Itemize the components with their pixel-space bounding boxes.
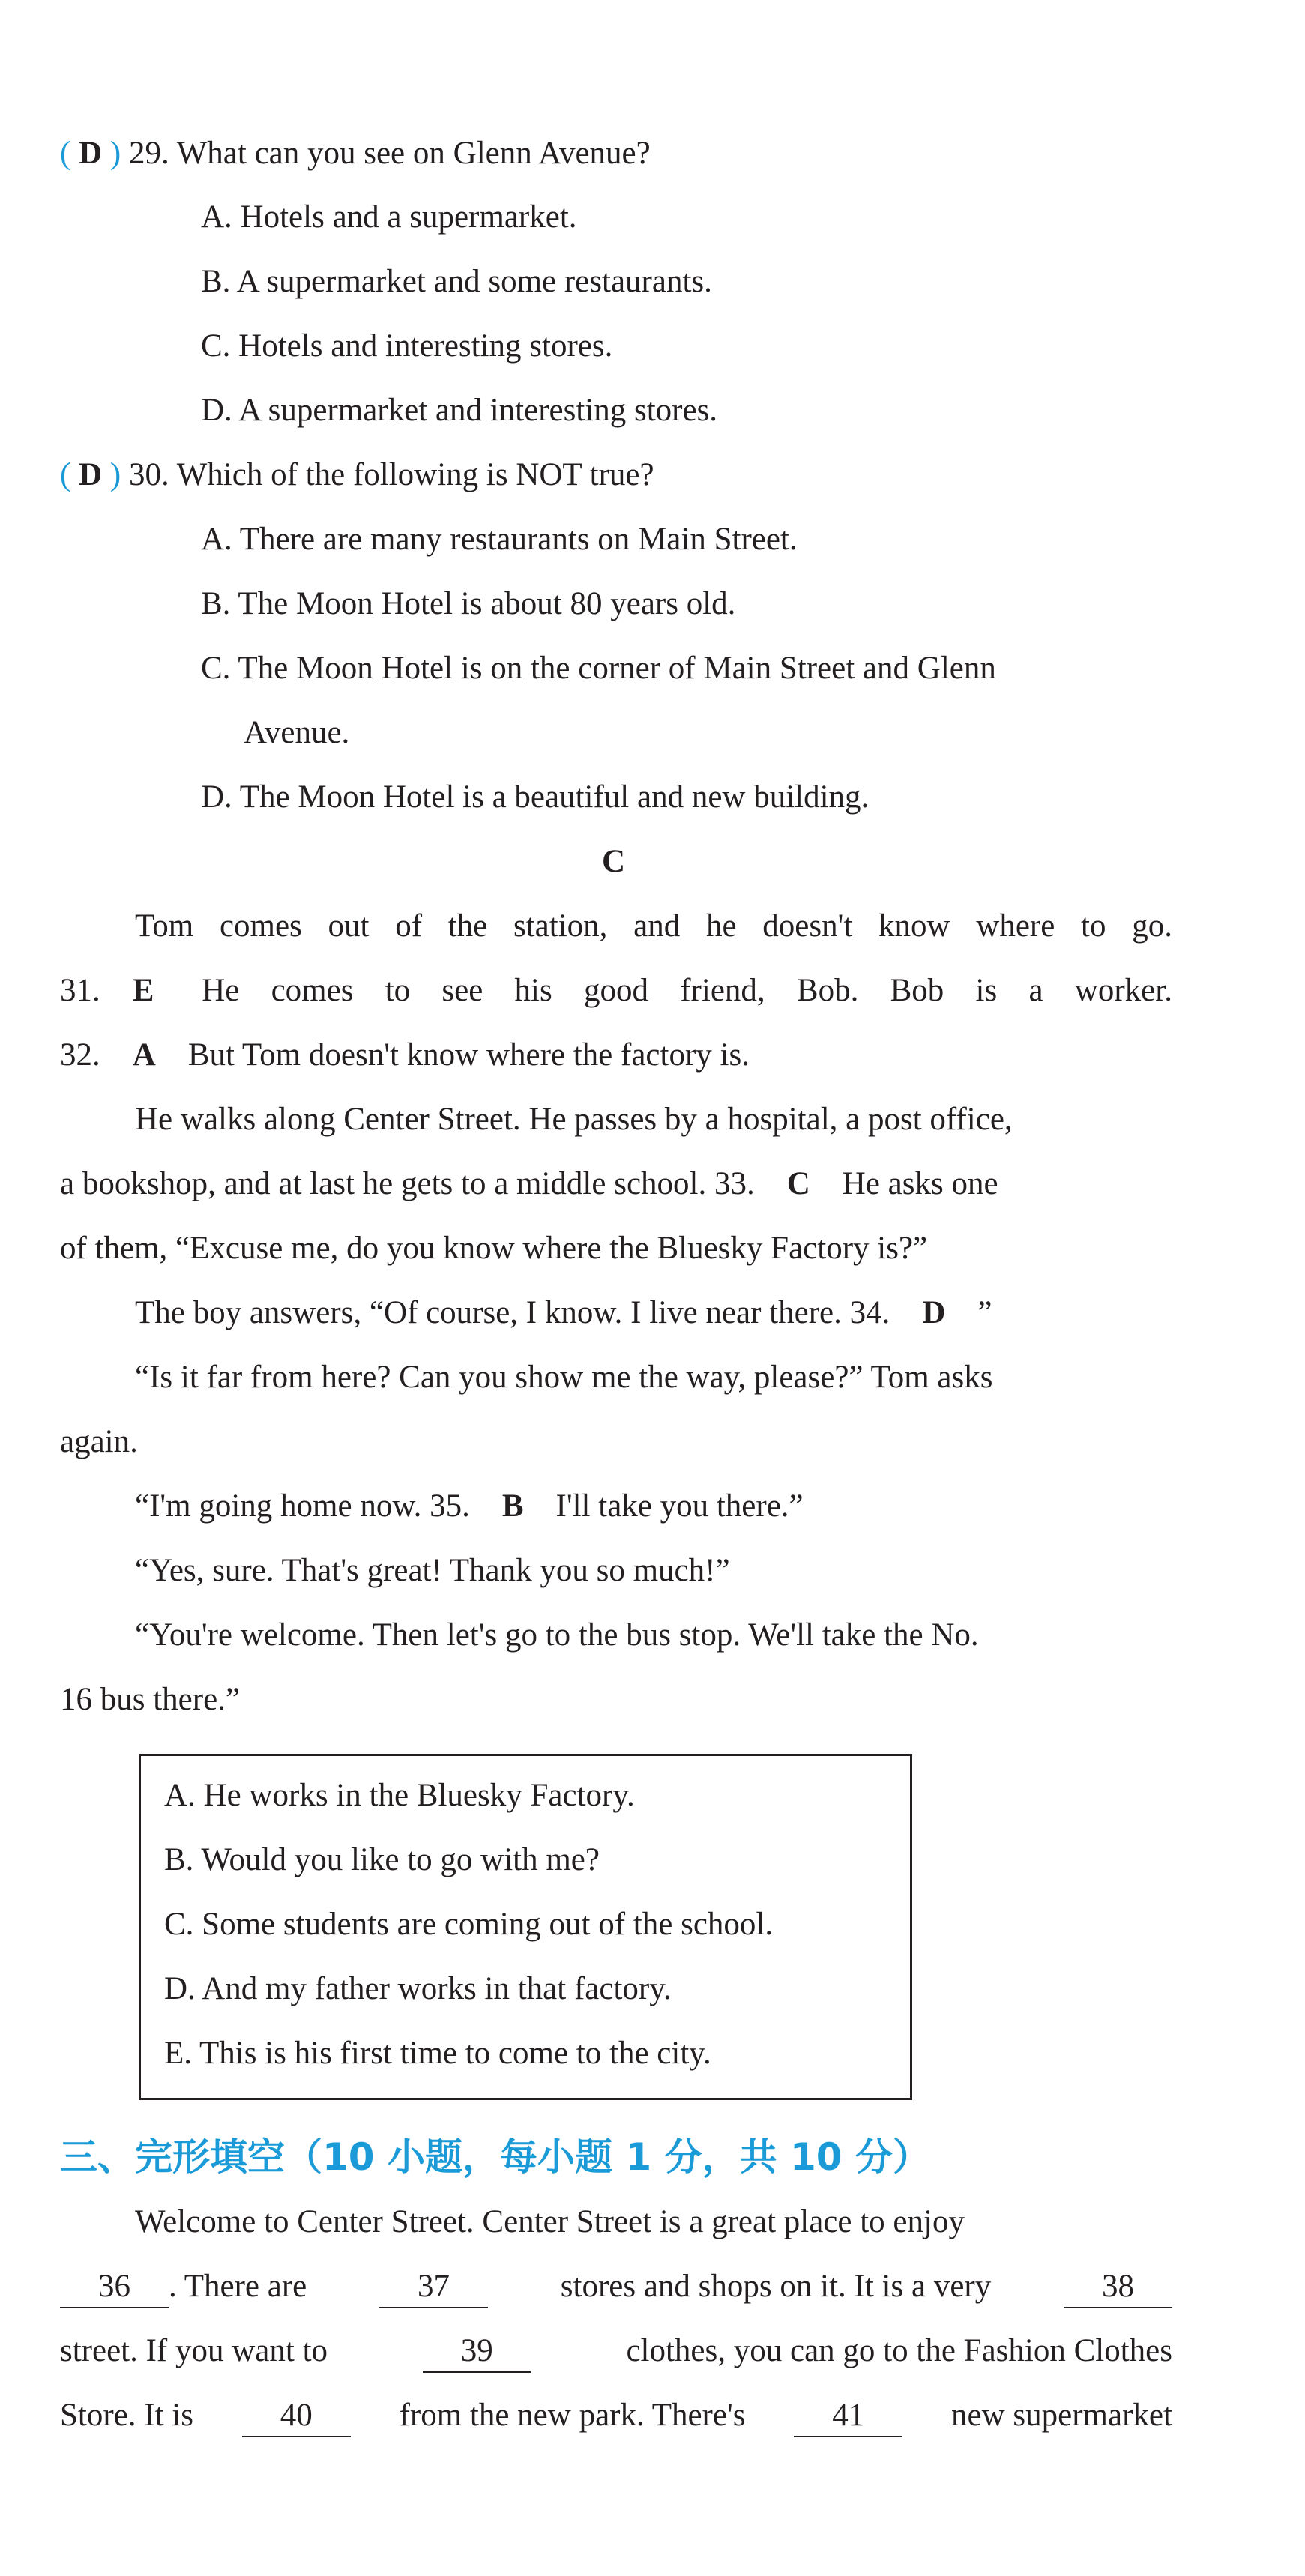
option-30c-cont: Avenue.	[244, 715, 350, 750]
box-option-c: C. Some students are coming out of the school.	[164, 1907, 774, 1942]
blank-40: 40	[242, 2399, 351, 2437]
passage-line-3: 32. A But Tom doesn't know where the factory is.	[60, 1037, 750, 1073]
cloze-line-4: Store. It is 40 from the new park. There's 41 new supermarket	[60, 2399, 1172, 2437]
blank-31: 31. E	[60, 973, 154, 1008]
cloze-line-3: street. If you want to 39 clothes, you can go to the Fashion Clothes	[60, 2335, 1172, 2373]
question-30-stem: ( D ) 30. Which of the following is NOT true?	[60, 457, 654, 492]
cloze-line-1: Welcome to Center Street. Center Street is a great place to enjoy	[135, 2204, 965, 2239]
passage-line-6: of them, “Excuse me, do you know where the Bluesky Factory is?”	[60, 1231, 928, 1266]
blank-36: 36	[60, 2270, 169, 2308]
question-number: 29.	[128, 136, 169, 171]
question-29-stem: ( D ) 29. What can you see on Glenn Avenue?	[60, 136, 651, 171]
box-option-e: E. This is his first time to come to the city.	[164, 2036, 711, 2071]
option-30a: A. There are many restaurants on Main Street.	[201, 522, 798, 557]
passage-line-11: “Yes, sure. That's great! Thank you so much!”	[135, 1553, 730, 1588]
option-30b: B. The Moon Hotel is about 80 years old.	[201, 586, 736, 621]
blank-33: C	[786, 1166, 810, 1201]
blank-32: 32. A	[60, 1037, 156, 1073]
option-box	[139, 1754, 912, 2100]
passage-line-2: 31. E He comes to see his good friend, Bob. Bob is a worker.	[60, 973, 1172, 1008]
passage-line-9: again.	[60, 1424, 138, 1459]
box-option-d: D. And my father works in that factory.	[164, 1971, 672, 2006]
option-30d: D. The Moon Hotel is a beautiful and new building.	[201, 779, 870, 815]
option-29a: A. Hotels and a supermarket.	[201, 199, 577, 235]
passage-line-8: “Is it far from here? Can you show me the way, please?” Tom asks	[135, 1360, 993, 1395]
passage-heading: C	[602, 844, 626, 879]
passage-line-7: The boy answers, “Of course, I know. I live near there. 34. D ”	[135, 1295, 992, 1330]
passage-line-10: “I'm going home now. 35. B I'll take you there.”	[135, 1488, 804, 1524]
blank-34: D	[922, 1295, 946, 1330]
passage-line-5: a bookshop, and at last he gets to a middle school. 33. C He asks one	[60, 1166, 998, 1201]
option-29d: D. A supermarket and interesting stores.	[201, 393, 718, 428]
question-text: What can you see on Glenn Avenue?	[176, 136, 651, 171]
blank-39: 39	[423, 2335, 531, 2373]
answer-30: D	[79, 457, 103, 492]
box-option-a: A. He works in the Bluesky Factory.	[164, 1778, 635, 1813]
passage-line-4: He walks along Center Street. He passes by a hospital, a post office,	[135, 1102, 1013, 1137]
cloze-line-2: 36 . There are 37 stores and shops on it. It is a very 38	[60, 2270, 1172, 2308]
answer-29: D	[79, 136, 103, 171]
box-option-b: B. Would you like to go with me?	[164, 1842, 600, 1877]
blank-41: 41	[794, 2399, 902, 2437]
option-30c: C. The Moon Hotel is on the corner of Main Street and Glenn	[201, 651, 996, 686]
question-text: Which of the following is NOT true?	[176, 457, 654, 492]
blank-38: 38	[1064, 2270, 1172, 2308]
option-29c: C. Hotels and interesting stores.	[201, 328, 613, 364]
passage-line-12: “You're welcome. Then let's go to the bus stop. We'll take the No.	[135, 1617, 979, 1653]
passage-line-13: 16 bus there.”	[60, 1682, 241, 1717]
section-title: 三、完形填空（10 小题，每小题 1 分，共 10 分）	[60, 2135, 930, 2179]
blank-37: 37	[379, 2270, 488, 2308]
question-number: 30.	[128, 457, 169, 492]
blank-35: B	[501, 1488, 524, 1524]
passage-line-1: Tom comes out of the station, and he doesn't know where to go.	[135, 908, 1172, 944]
option-29b: B. A supermarket and some restaurants.	[201, 264, 712, 299]
